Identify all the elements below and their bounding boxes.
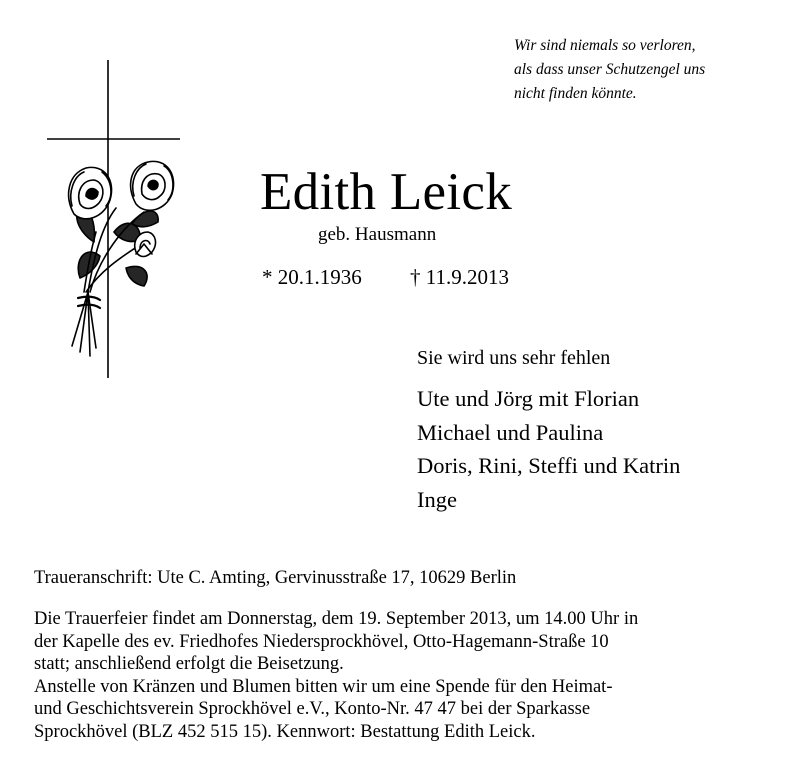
details-line: der Kapelle des ev. Friedhofes Niedersprockhövel, Otto-Hagemann-Straße 10 — [34, 631, 609, 652]
details-line: Anstelle von Kränzen und Blumen bitten wir um eine Spende für den Heimat- — [34, 676, 613, 697]
mourner-line: Ute und Jörg mit Florian — [417, 386, 640, 411]
birth-date: * 20.1.1936 — [262, 265, 362, 289]
quote-line: nicht finden könnte. — [514, 85, 637, 102]
details-line: Sprockhövel (BLZ 452 515 15). Kennwort: Bestattung Edith Leick. — [34, 721, 536, 742]
deceased-name: Edith Leick — [260, 163, 513, 221]
details-line: statt; anschließend erfolgt die Beisetzung. — [34, 654, 344, 675]
roses-icon — [69, 161, 174, 356]
death-date: † 11.9.2013 — [410, 265, 509, 289]
quote — [514, 34, 705, 106]
funeral-details — [34, 608, 638, 744]
mourners-list — [417, 382, 680, 516]
mourning-address: Traueranschrift: Ute C. Amting, Gervinusstraße 17, 10629 Berlin — [34, 568, 517, 588]
details-line: und Geschichtsverein Sprockhövel e.V., Konto-Nr. 47 47 bei der Sparkasse — [34, 699, 591, 720]
maiden-name: geb. Hausmann — [318, 224, 437, 245]
mourner-line: Doris, Rini, Steffi und Katrin — [417, 453, 681, 478]
cross-with-roses — [44, 56, 184, 380]
family-intro: Sie wird uns sehr fehlen — [417, 347, 611, 369]
mourner-line: Inge — [417, 486, 457, 512]
quote-line: Wir sind niemals so verloren, — [514, 37, 696, 54]
cross-icon — [47, 60, 180, 378]
quote-line: als dass unser Schutzengel uns — [514, 61, 706, 78]
mourner-line: Michael und Paulina — [417, 419, 604, 445]
details-line: Die Trauerfeier findet am Donnerstag, dem 19. September 2013, um 14.00 Uhr in — [34, 609, 639, 629]
